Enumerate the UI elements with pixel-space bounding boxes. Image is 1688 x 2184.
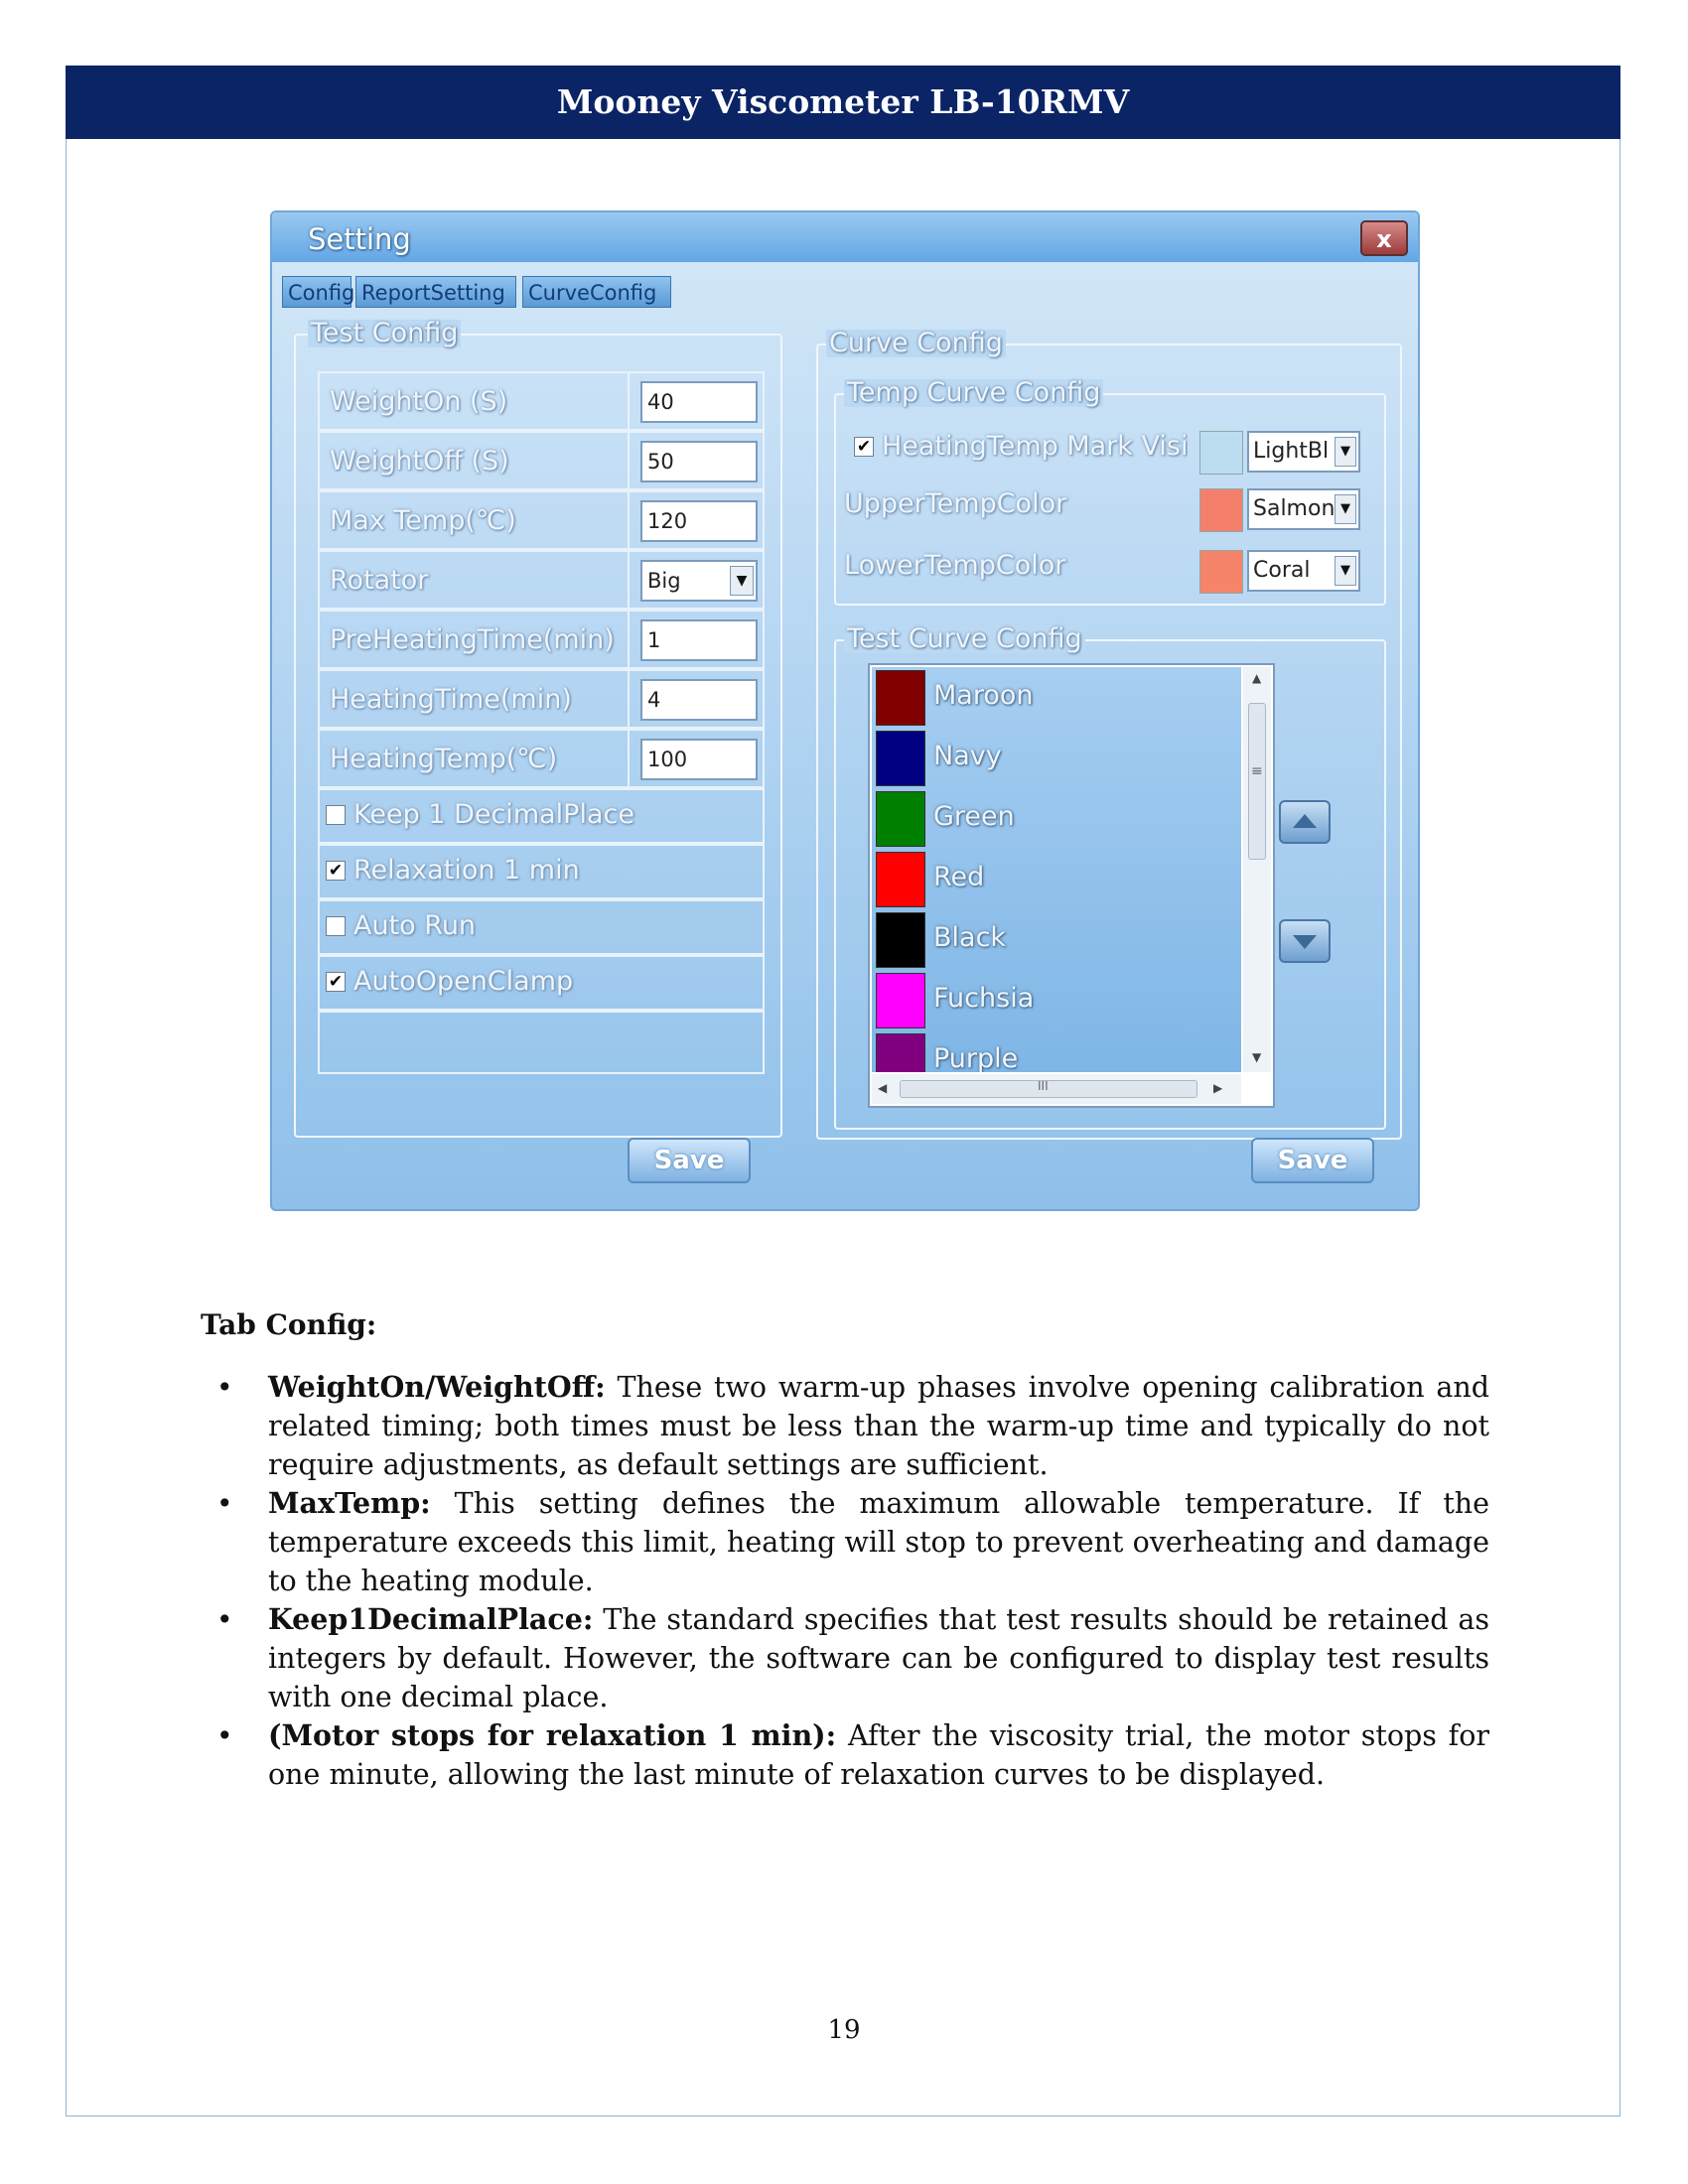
vertical-scrollbar[interactable]	[1243, 667, 1271, 1072]
chevron-down-icon[interactable]: ▼	[1335, 437, 1356, 467]
test-curve-list[interactable]	[868, 663, 1275, 1108]
lower-color-value: Coral	[1253, 558, 1311, 583]
scroll-down-icon[interactable]: ▼	[1252, 1050, 1262, 1064]
heating-color-select[interactable]	[1247, 431, 1360, 473]
row-maxtemp	[318, 490, 765, 550]
dialog-titlebar	[272, 212, 1418, 262]
bullet-text: The standard specifies that test results should be retained as integers by default. However, the software can be configured to display test results with one decimal place.	[268, 1603, 1489, 1713]
scroll-right-icon[interactable]: ▶	[1213, 1081, 1223, 1095]
checkbox[interactable]	[326, 916, 346, 936]
temp-curve-label: Temp Curve Config	[844, 379, 1103, 407]
color-swatch	[876, 973, 925, 1028]
row-label: WeightOn (S)	[330, 386, 508, 417]
heating-mark-checkbox[interactable]: ✔	[854, 437, 874, 457]
bullet-icon: •	[216, 1719, 233, 1752]
grip-icon: ≡	[1251, 763, 1263, 779]
list-item-label: Navy	[933, 741, 1002, 771]
horizontal-scroll-thumb[interactable]	[900, 1080, 1197, 1098]
bullet-term: (Motor stops for relaxation 1 min):	[268, 1718, 837, 1752]
arrow-down-icon	[1281, 921, 1329, 961]
move-down-button[interactable]	[1279, 919, 1331, 963]
check-auto-run[interactable]	[318, 899, 765, 955]
bullet-list	[199, 1368, 1489, 1794]
check-auto-open-clamp[interactable]	[318, 955, 765, 1011]
bullet-icon: •	[216, 1371, 233, 1404]
upper-color-value: Salmon	[1253, 496, 1336, 521]
row-label: WeightOff (S)	[330, 446, 509, 477]
list-viewport	[872, 667, 1241, 1072]
grip-icon: III	[1038, 1079, 1049, 1093]
weighton-input[interactable]: 40	[640, 381, 758, 423]
list-item-label: Green	[933, 801, 1015, 832]
list-item-label: Red	[933, 862, 985, 892]
bullet-text: This setting defines the maximum allowable temperature. If the temperature exceeds this limit, heating will stop to prevent overheating and damage to the heating module.	[268, 1487, 1489, 1597]
bullet-text: After the viscosity trial, the motor stops for one minute, allowing the last minute of relaxation curves to be displayed.	[268, 1719, 1489, 1791]
section-title: Tab Config:	[201, 1308, 377, 1341]
row-label: Rotator	[330, 565, 429, 596]
bullet-term: Keep1DecimalPlace:	[268, 1602, 594, 1636]
empty-row	[318, 1011, 765, 1074]
heating-color-swatch	[1199, 431, 1243, 475]
color-swatch	[876, 912, 925, 968]
check-relaxation[interactable]	[318, 844, 765, 899]
tab-curveconfig[interactable]: CurveConfig	[522, 276, 671, 308]
maxtemp-input[interactable]: 120	[640, 500, 758, 542]
upper-color-select[interactable]	[1247, 488, 1360, 530]
tab-reportsetting[interactable]: ReportSetting	[355, 276, 516, 308]
test-curve-label: Test Curve Config	[844, 625, 1085, 653]
list-item[interactable]	[872, 728, 1241, 788]
checkbox-label: Relaxation 1 min	[353, 855, 580, 886]
checkbox[interactable]: ✔	[326, 861, 346, 881]
bullet-text: These two warm-up phases involve opening calibration and related timing; both times must be less than the warm-up time and typically do not require adjustments, as default settings are sufficient.	[268, 1371, 1489, 1481]
bullet-icon: •	[216, 1603, 233, 1636]
list-item-label: Fuchsia	[933, 983, 1035, 1014]
list-item[interactable]	[872, 667, 1241, 728]
test-config-label: Test Config	[308, 320, 461, 347]
page-number: 19	[827, 2015, 861, 2045]
heating-mark-label: HeatingTemp Mark Visi	[882, 431, 1189, 462]
list-item[interactable]	[872, 788, 1241, 849]
close-button[interactable]: x	[1360, 220, 1408, 256]
vertical-scroll-thumb[interactable]	[1248, 703, 1266, 860]
row-label: HeatingTime(min)	[330, 684, 572, 715]
chevron-down-icon[interactable]: ▼	[1335, 556, 1356, 586]
list-item[interactable]	[872, 970, 1241, 1030]
horizontal-scrollbar[interactable]	[872, 1074, 1241, 1104]
color-swatch	[876, 791, 925, 847]
color-swatch	[876, 1033, 925, 1072]
setting-dialog	[270, 210, 1420, 1211]
row-preheatingtime	[318, 610, 765, 669]
tab-config[interactable]: Config	[282, 276, 352, 308]
list-item	[199, 1484, 1489, 1600]
upper-color-swatch	[1199, 488, 1243, 532]
lower-color-select[interactable]	[1247, 550, 1360, 592]
lower-color-swatch	[1199, 550, 1243, 594]
lower-temp-color-label: LowerTempColor	[844, 550, 1066, 581]
row-label: Max Temp(℃)	[330, 505, 516, 536]
checkbox-label: AutoOpenClamp	[353, 966, 574, 997]
arrow-up-icon	[1281, 802, 1329, 842]
row-label: HeatingTemp(℃)	[330, 744, 558, 774]
check-keep-decimal[interactable]	[318, 788, 765, 844]
preheatingtime-input[interactable]: 1	[640, 619, 758, 661]
weightoff-input[interactable]: 50	[640, 441, 758, 482]
bullet-term: WeightOn/WeightOff:	[268, 1370, 606, 1404]
save-button-test-config[interactable]: Save	[628, 1138, 751, 1183]
checkbox[interactable]	[326, 805, 346, 825]
list-item-label: Maroon	[933, 680, 1034, 711]
list-item[interactable]	[872, 1030, 1241, 1072]
list-item	[199, 1600, 1489, 1716]
list-item[interactable]	[872, 909, 1241, 970]
rotator-value: Big	[647, 569, 681, 593]
list-item[interactable]	[872, 849, 1241, 909]
save-button-curve-config[interactable]: Save	[1251, 1138, 1374, 1183]
list-item	[199, 1716, 1489, 1794]
heatingtime-input[interactable]: 4	[640, 679, 758, 721]
upper-temp-color-label: UpperTempColor	[844, 488, 1067, 519]
scroll-up-icon[interactable]: ▲	[1252, 671, 1262, 685]
row-weighton	[318, 371, 765, 431]
rotator-select[interactable]	[640, 560, 758, 602]
list-item	[199, 1368, 1489, 1484]
bullet-icon: •	[216, 1487, 233, 1520]
move-up-button[interactable]	[1279, 800, 1331, 844]
color-swatch	[876, 852, 925, 907]
curve-config-label: Curve Config	[826, 330, 1006, 357]
chevron-down-icon[interactable]: ▼	[1335, 494, 1356, 524]
color-swatch	[876, 731, 925, 786]
row-rotator	[318, 550, 765, 610]
dialog-title: Setting	[308, 222, 411, 256]
scroll-left-icon[interactable]: ◀	[878, 1081, 888, 1095]
checkbox[interactable]: ✔	[326, 972, 346, 992]
heatingtemp-input[interactable]: 100	[640, 739, 758, 780]
row-heatingtime	[318, 669, 765, 729]
page-header: Mooney Viscometer LB-10RMV	[66, 66, 1620, 139]
checkbox-label: Auto Run	[353, 910, 477, 941]
chevron-down-icon[interactable]: ▼	[730, 566, 754, 596]
row-label: PreHeatingTime(min)	[330, 624, 615, 655]
row-weightoff	[318, 431, 765, 490]
color-swatch	[876, 670, 925, 726]
bullet-term: MaxTemp:	[268, 1486, 431, 1520]
list-item-label: Purple	[933, 1043, 1019, 1072]
checkbox-label: Keep 1 DecimalPlace	[353, 799, 634, 830]
row-heatingtemp	[318, 729, 765, 788]
list-item-label: Black	[933, 922, 1007, 953]
heating-color-value: LightBl	[1253, 439, 1330, 464]
